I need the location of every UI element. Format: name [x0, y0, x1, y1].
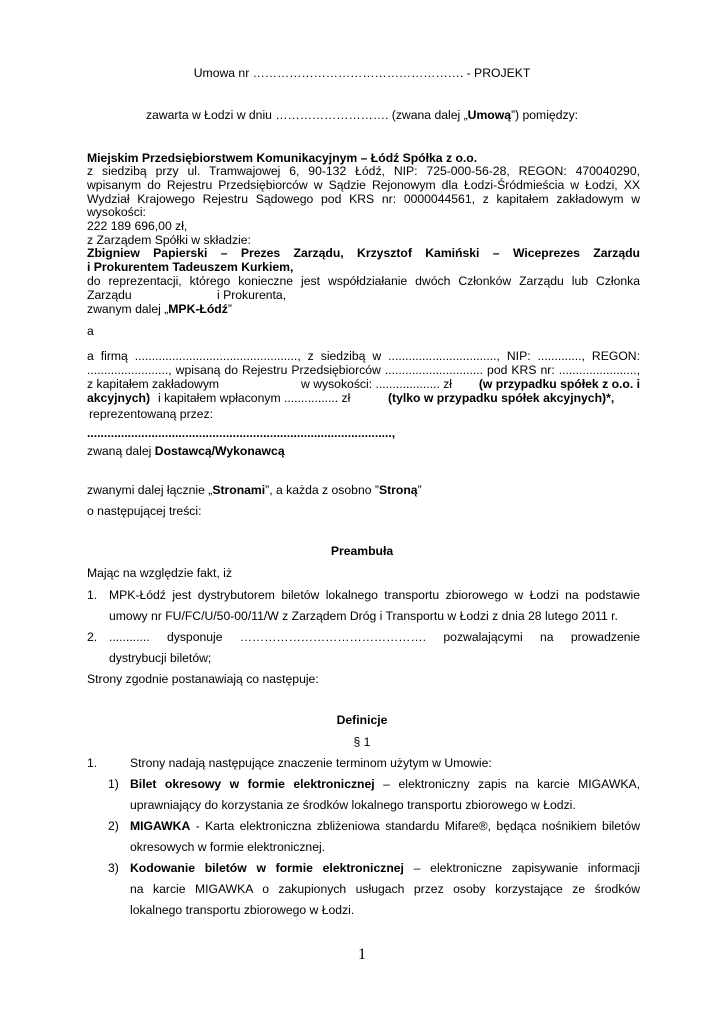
page-number: 1 — [358, 946, 366, 963]
definition-item-number: 2) — [108, 819, 119, 833]
document-page: Umowa nr ……………………………………………. - PROJEKT zawarta w Łodzi w dniu ………………………. (zwana dalej „Umową”) pomiędzy: Miejskim Przedsiębiorstwem Komunikacyjnym – Łódź Spółka z o.o. z siedzibą przy ul. Tramwajowej 6, 90-132 Łódź, NIP: 725-000-56-28, REGON: 470040290, wpisanym do Rejestru Przedsiębiorców w Sądzie Rejonowym dla Łodzi-Śródmieścia w Łodzi, XX Wydział Krajowego Rejestru Sądowego pod KRS nr: 0000044561, z kapitałem zakładowym w wysokości: 222 189 696,00 zł, z Zarządem Spółki w składzie: Zbigniew Papierski – Prezes Zarządu, Krzysztof Kamiński – Wiceprezes Zarządu i Prokurentem Tadeuszem Kurkiem, do reprezentacji, którego konieczne jest współdziałanie dwóch Członków Zarządu lub Członka Zarządu i Prokurenta, zwanym dalej „MPK-Łódź” a a firmą ................................................, z siedzibą w ................................, NIP: ............., REGON: ........................, wpisaną do Rejestru Przedsiębiorców ............................. pod KRS nr: ......................., z kapitałem zakładowym w wysokości: ................... zł (w przypadku spółek z o.o. i akcyjnych) i kapitałem wpłaconym ................ zł (tylko w przypadku spółek akcyjnych)*, reprezentowaną przez: .........................................................................................., zwaną dalej Dostawcą/Wykonawcą zwanymi dalej łącznie „Stronami”, a każda z osobno ”Stroną” o następującej treści: Preambuła Mając na względzie fakt, iż 1. MPK-Łódź jest dystrybutorem biletów lokalnego transportu zbiorowego w Łodzi na podstawie umowy nr FU/FC/U/50-00/11/W z Zarządem Dróg i Transportu w Łodzi z dnia 28 lutego 2011 r. 2. ............ dysponuje ………………………………………. pozwalającymi na prowadzenie dystrybucji biletów; Strony zgodnie postanawiają co następuje: Definicje § 1 1. Strony nadają następujące znaczenie terminom użytym w Umowie: 1) Bilet okresowy w formie elektronicznej – elektroniczny zapis na karcie MIGAWKA, uprawniający do korzystania ze środków lokalnego transportu zbiorowego w Łodzi. 2) MIGAWKA - Karta elektroniczna zbliżeniowa standardu Mifare®, będąca nośnikiem biletów okresowych w formie elektronicznej. 3) Kodowanie biletów w formie elektronicznej – elektroniczne zapisywanie informacji na karcie MIGAWKA o zakupionych usługach przez osoby korzystające ze środków lokalnego transportu zbiorowego w Łodzi. 1 — [0, 0, 724, 1024]
section-number: § 1 — [353, 735, 371, 749]
party1-line: z siedzibą przy ul. Tramwajowej 6, 90-132 Łódź, NIP: 725-000-56-28, REGON: 470040290, — [87, 164, 640, 178]
parties-definition: zwanymi dalej łącznie „Stronami”, a każda z osobno ”Stroną” — [87, 483, 422, 497]
party1-board: i Prokurentem Tadeuszem Kurkiem, — [87, 260, 294, 274]
definition-item-number: 1) — [108, 777, 119, 791]
party1-line: z Zarządem Spółki w składzie: — [87, 233, 251, 247]
party1-representation: Zarządu i Prokurenta, — [87, 288, 287, 302]
document-title: Umowa nr ……………………………………………. - PROJEKT — [193, 66, 531, 80]
definition-item-text: okresowych w formie elektronicznej. — [130, 840, 326, 854]
definition-item-number: 3) — [108, 861, 119, 875]
party1-line: wpisanym do Rejestru Przedsiębiorców w Sądzie Rejonowym dla Łodzi-Śródmieścia w Łodzi, XX — [87, 178, 640, 192]
conjunction: a — [87, 324, 94, 338]
definitions-number: 1. — [87, 756, 98, 770]
preamble-item-number: 1. — [87, 588, 98, 602]
party1-representation: do reprezentacji, którego konieczne jest współdziałanie dwóch Członków Zarządu lub Członka — [87, 274, 640, 288]
definition-item-text: lokalnego transportu zbiorowego w Łodzi. — [130, 903, 355, 917]
document-subtitle: zawarta w Łodzi w dniu ………………………. (zwana dalej „Umową”) pomiędzy: — [145, 108, 579, 122]
definition-item-text: na karcie MIGAWKA o zakupionych usługach przez osoby korzystające ze środków — [130, 882, 640, 896]
preamble-outro: Strony zgodnie postanawiają co następuje: — [87, 672, 319, 686]
preamble-item-text: ............ dysponuje ………………………………………. pozwalającymi na prowadzenie — [109, 630, 640, 644]
definitions-intro: Strony nadają następujące znaczenie terminom użytym w Umowie: — [130, 756, 492, 770]
definitions-heading: Definicje — [336, 713, 388, 727]
definition-item-text: Bilet okresowy w formie elektronicznej – elektroniczny zapis na karcie MIGAWKA, — [130, 777, 640, 791]
party2-line: reprezentowaną przez: — [89, 407, 213, 421]
party1-name: Miejskim Przedsiębiorstwem Komunikacyjnym – Łódź Spółka z o.o. — [87, 151, 478, 165]
party2-line: a firmą ................................................, z siedzibą w ................................, NIP: ............., REGON: — [87, 349, 640, 363]
party1-alias: zwanym dalej „MPK-Łódź” — [87, 302, 232, 316]
party1-line: wysokości: — [87, 205, 146, 219]
party1-line: 222 189 696,00 zł, — [87, 219, 188, 233]
definition-item-text: uprawniający do korzystania ze środków lokalnego transportu zbiorowego w Łodzi. — [130, 798, 576, 812]
content-intro: o następującej treści: — [87, 504, 202, 518]
party2-line: .........................................................................................., — [87, 426, 396, 440]
preamble-item-text: umowy nr FU/FC/U/50-00/11/W z Zarządem Dróg i Transportu w Łodzi z dnia 28 lutego 2011 r. — [109, 609, 618, 623]
preamble-heading: Preambuła — [330, 544, 394, 558]
preamble-item-text: dystrybucji biletów; — [109, 651, 212, 665]
party1-board: Zbigniew Papierski – Prezes Zarządu, Krzysztof Kamiński – Wiceprezes Zarządu — [87, 246, 640, 260]
party2-alias: zwaną dalej Dostawcą/Wykonawcą — [87, 444, 285, 458]
preamble-item-text: MPK-Łódź jest dystrybutorem biletów lokalnego transportu zbiorowego w Łodzi na podstawie — [109, 588, 640, 602]
definition-item-text: MIGAWKA - Karta elektroniczna zbliżeniowa standardu Mifare®, będąca nośnikiem biletów — [130, 819, 640, 833]
definition-item-text: Kodowanie biletów w formie elektronicznej – elektroniczne zapisywanie informacji — [130, 861, 641, 875]
preamble-item-number: 2. — [87, 630, 98, 644]
preamble-intro: Mając na względzie fakt, iż — [87, 566, 232, 580]
party1-line: Wydział Krajowego Rejestru Sądowego pod KRS nr: 0000044561, z kapitałem zakładowym w — [87, 192, 640, 206]
party2-line: ........................, wpisaną do Rejestru Przedsiębiorców ............................. pod KRS nr: ......................., — [87, 363, 640, 377]
